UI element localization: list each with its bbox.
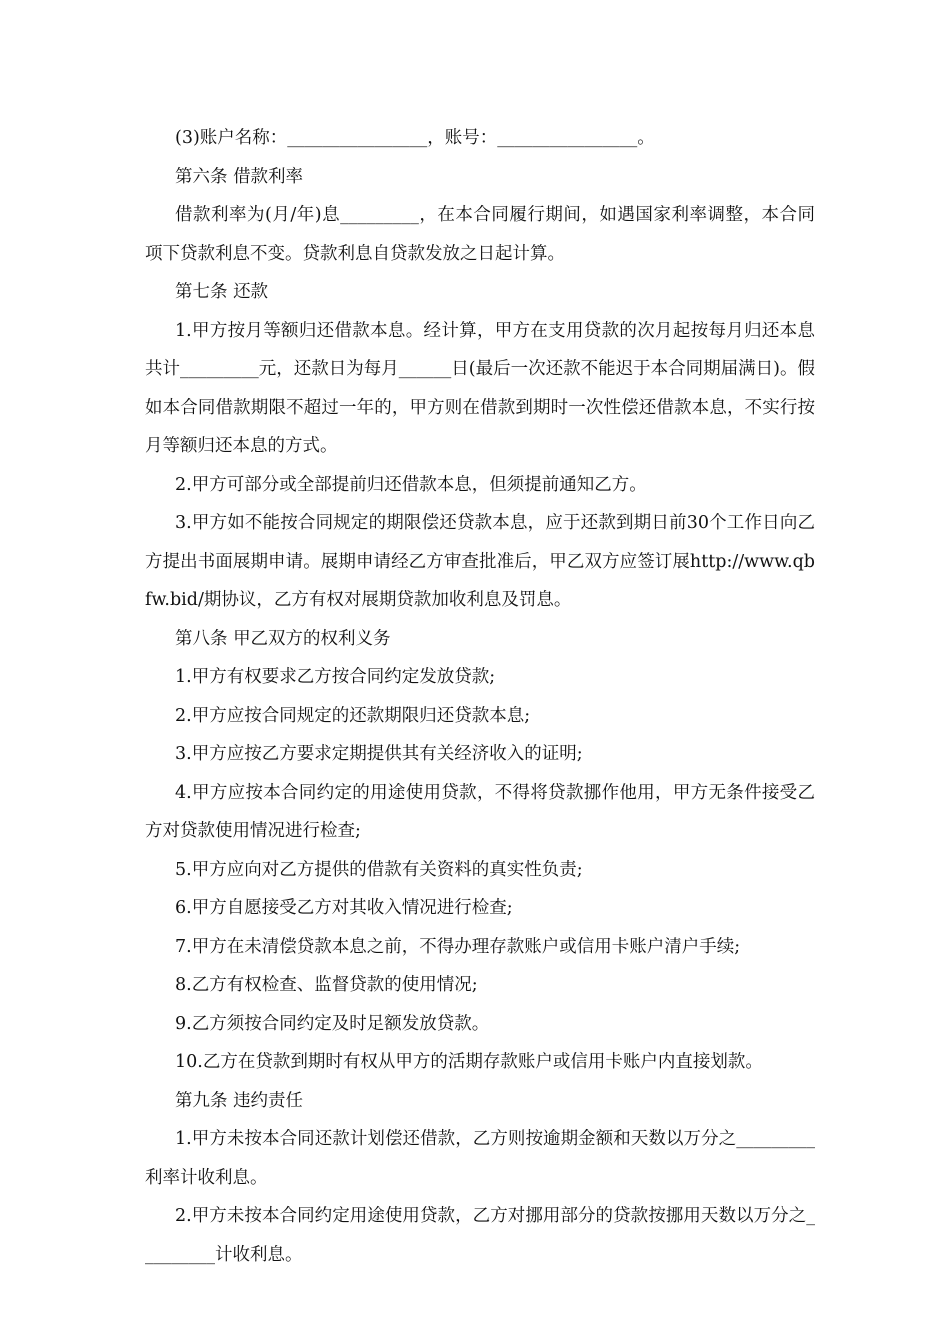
article-7-clause-3: 3.甲方如不能按合同规定的期限偿还贷款本息，应于还款到期日前30个工作日向乙方提出书面展期申请。展期申请经乙方审查批准后，甲乙双方应签订展http://www.qbfw.bid/期协议，乙方有权对展期贷款加收利息及罚息。 <box>145 513 815 610</box>
article-6-heading: 第六条 借款利率 <box>175 166 304 187</box>
article-8-clause-2: 2.甲方应按合同规定的还款期限归还贷款本息; <box>175 705 531 726</box>
article-9-clause-2: 2.甲方未按本合同约定用途使用贷款，乙方对挪用部分的贷款按挪用天数以万分之_________计收利息。 <box>145 1206 815 1265</box>
article-8-clause-9: 9.乙方须按合同约定及时足额发放贷款。 <box>175 1013 490 1034</box>
article-6-text: 借款利率为(月/年)息_________，在本合同履行期间，如遇国家利率调整，本合同项下贷款利息不变。贷款利息自贷款发放之日起计算。 <box>145 205 815 264</box>
contract-body <box>145 119 815 1274</box>
article-9-clause-1: 1.甲方未按本合同还款计划偿还借款，乙方则按逾期金额和天数以万分之_________利率计收利息。 <box>145 1129 815 1188</box>
article-8-clause-1: 1.甲方有权要求乙方按合同约定发放贷款; <box>175 667 496 687</box>
article-7-heading: 第七条 还款 <box>175 282 269 302</box>
article-9-heading: 第九条 违约责任 <box>175 1090 304 1111</box>
account-info-line: (3)账户名称：________________，账号：________________。 <box>175 128 655 148</box>
article-8-clause-6: 6.甲方自愿接受乙方对其收入情况进行检查; <box>175 898 513 918</box>
article-7-clause-1: 1.甲方按月等额归还借款本息。经计算，甲方在支用贷款的次月起按每月归还本息共计_________元，还款日为每月______日(最后一次还款不能迟于本合同期届满日)。假如本合同借款期限不超过一年的，甲方则在借款到期时一次性偿还借款本息，不实行按月等额归还本息的方式。 <box>145 320 815 456</box>
article-7-clause-2: 2.甲方可部分或全部提前归还借款本息，但须提前通知乙方。 <box>175 474 647 495</box>
article-8-clause-8: 8.乙方有权检查、监督贷款的使用情况; <box>175 975 478 995</box>
article-8-clause-7: 7.甲方在未清偿贷款本息之前，不得办理存款账户或信用卡账户清户手续; <box>175 936 741 957</box>
article-8-clause-5: 5.甲方应向对乙方提供的借款有关资料的真实性负责; <box>175 859 583 880</box>
article-8-clause-4: 4.甲方应按本合同约定的用途使用贷款，不得将贷款挪作他用，甲方无条件接受乙方对贷款使用情况进行检查; <box>145 782 815 841</box>
article-8-clause-10: 10.乙方在贷款到期时有权从甲方的活期存款账户或信用卡账户内直接划款。 <box>175 1052 763 1072</box>
article-8-clause-3: 3.甲方应按乙方要求定期提供其有关经济收入的证明; <box>175 744 583 764</box>
article-8-heading: 第八条 甲乙双方的权利义务 <box>175 628 391 649</box>
